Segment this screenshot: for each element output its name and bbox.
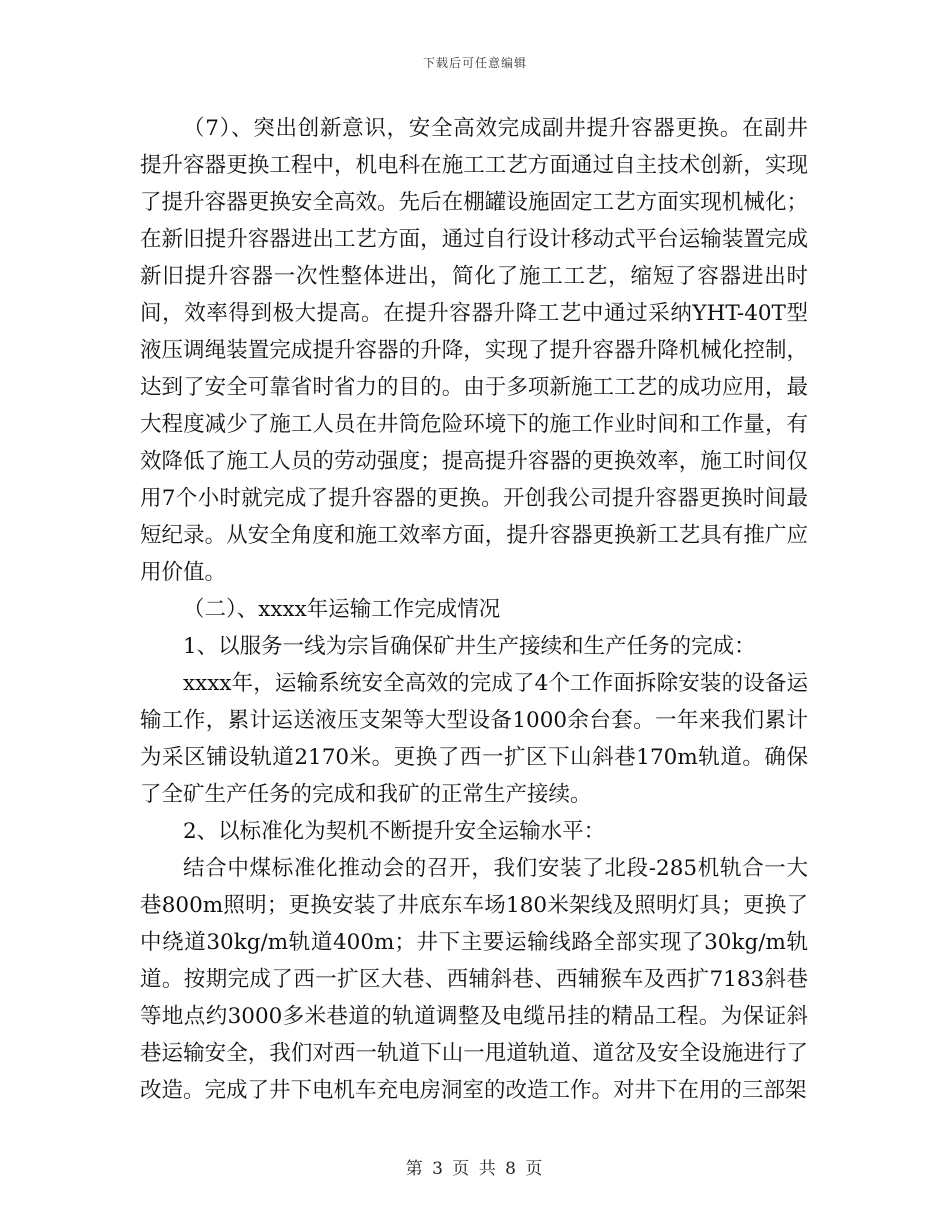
paragraph-standardization: 结合中煤标准化推动会的召开，我们安装了北段-285机轨合一大巷800m照明；更换安装了井底东车场180米架线及照明灯具；更换了中绕道30kg/m轨道400m；井下主要运输线路全部实现了30kg/m轨道。按期完成了西一扩区大巷、西辅斜巷、西辅猴车及西扩7183斜巷等地点约3000多米巷道的轨道调整及电缆吊挂的精品工程。为保证斜巷运输安全，我们对西一轨道下山一甩道轨道、道岔及安全设施进行了改造。完成了井下电机车充电房洞室的改造工作。对井下在用的三部架 <box>140 856 808 1103</box>
subheading-2: 2、以标准化为契机不断提升安全运输水平： <box>183 819 606 844</box>
section-heading-transport: （二）、xxxx年运输工作完成情况 <box>183 597 501 622</box>
paragraph-transport-results: xxxx年，运输系统安全高效的完成了4个工作面拆除安装的设备运输工作，累计运送液压支架等大型设备1000余台套。一年来我们累计为采区铺设轨道2170米。更换了西一扩区下山斜巷170m轨道。确保了全矿生产任务的完成和我矿的正常生产接续。 <box>140 671 808 807</box>
subheading-1: 1、以服务一线为宗旨确保矿井生产接续和生产任务的完成： <box>183 634 756 659</box>
page-header: 下载后可任意编辑 <box>422 56 527 70</box>
paragraph-7-container-replacement: （7）、突出创新意识，安全高效完成副井提升容器更换。在副井提升容器更换工程中，机电科在施工工艺方面通过自主技术创新，实现了提升容器更换安全高效。先后在棚罐设施固定工艺方面实现机械化；在新旧提升容器进出工艺方面，通过自行设计移动式平台运输装置完成新旧提升容器一次性整体进出，简化了施工工艺，缩短了容器进出时间，效率得到极大提高。在提升容器升降工艺中通过采纳YHT-40T型液压调绳装置完成提升容器的升降，实现了提升容器升降机械化控制，达到了安全可靠省时省力的目的。由于多项新施工工艺的成功应用，最大程度减少了施工人员在井筒危险环境下的施工作业时间和工作量，有效降低了施工人员的劳动强度；提高提升容器的更换效率，施工时间仅用7个小时就完成了提升容器的更换。开创我公司提升容器更换时间最短纪录。从安全角度和施工效率方面，提升容器更换新工艺具有推广应用价值。 <box>140 116 808 585</box>
document-body <box>140 110 808 1109</box>
page-footer: 第 3 页 共 8 页 <box>405 1159 545 1179</box>
